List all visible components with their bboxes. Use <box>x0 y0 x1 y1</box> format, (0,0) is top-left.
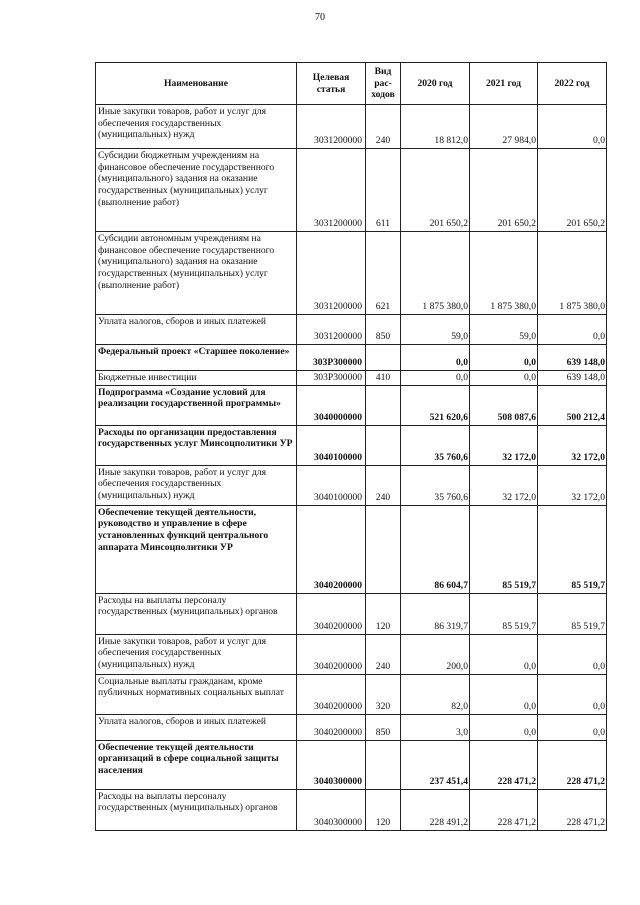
row-2020-cell: 200,0 <box>401 634 470 674</box>
row-target-article-cell: 3040200000 <box>297 505 366 593</box>
row-2020-cell: 201 650,2 <box>401 149 470 232</box>
table-body <box>96 105 607 831</box>
row-target-article-cell: 303Р300000 <box>297 371 366 386</box>
row-2021-cell: 27 984,0 <box>470 105 538 149</box>
row-target-article-cell: 3040200000 <box>297 714 366 740</box>
row-2020-cell: 59,0 <box>401 315 470 345</box>
row-target-article-cell: 303Р300000 <box>297 345 366 371</box>
row-name-cell: Субсидии бюджетным учреждениям на финансовое обеспечение государственного (муниципального) задания на оказание государственных (муниципальных) услуг (выполнение работ) <box>96 149 297 232</box>
row-2020-cell: 35 760,6 <box>401 465 470 505</box>
row-expense-type-cell <box>366 345 401 371</box>
row-2021-cell: 85 519,7 <box>470 505 538 593</box>
row-expense-type-cell: 850 <box>366 714 401 740</box>
header-target-article: Целевая статья <box>297 63 366 105</box>
row-expense-type-cell: 240 <box>366 634 401 674</box>
row-2022-cell: 0,0 <box>538 315 607 345</box>
row-target-article-cell: 3040300000 <box>297 789 366 830</box>
table-row <box>96 149 607 232</box>
table-row <box>96 371 607 386</box>
row-2021-cell: 0,0 <box>470 345 538 371</box>
row-target-article-cell: 3040100000 <box>297 465 366 505</box>
table-row <box>96 505 607 593</box>
row-target-article-cell: 3031200000 <box>297 315 366 345</box>
row-expense-type-cell: 611 <box>366 149 401 232</box>
row-2021-cell: 0,0 <box>470 634 538 674</box>
table-row <box>96 315 607 345</box>
row-target-article-cell: 3040000000 <box>297 385 366 425</box>
row-expense-type-cell <box>366 425 401 465</box>
header-expense-type: Вид рас-ходов <box>366 63 401 105</box>
row-2022-cell: 32 172,0 <box>538 465 607 505</box>
row-name-cell: Уплата налогов, сборов и иных платежей <box>96 714 297 740</box>
header-year-2020: 2020 год <box>401 63 470 105</box>
table-row <box>96 385 607 425</box>
row-name-cell: Расходы по организации предоставления государственных услуг Минсоцполитики УР <box>96 425 297 465</box>
row-2022-cell: 639 148,0 <box>538 345 607 371</box>
table-row <box>96 232 607 315</box>
row-expense-type-cell: 120 <box>366 789 401 830</box>
row-2022-cell: 639 148,0 <box>538 371 607 386</box>
row-2020-cell: 0,0 <box>401 371 470 386</box>
row-name-cell: Иные закупки товаров, работ и услуг для обеспечения государственных (муниципальных) нужд <box>96 465 297 505</box>
row-target-article-cell: 3040200000 <box>297 674 366 714</box>
row-2021-cell: 85 519,7 <box>470 593 538 634</box>
row-target-article-cell: 3040200000 <box>297 593 366 634</box>
row-name-cell: Субсидии автономным учреждениям на финансовое обеспечение государственного (муниципального) задания на оказание государственных (муниципальных) услуг (выполнение работ) <box>96 232 297 315</box>
row-2022-cell: 85 519,7 <box>538 593 607 634</box>
row-2020-cell: 82,0 <box>401 674 470 714</box>
table-row <box>96 593 607 634</box>
table-row <box>96 425 607 465</box>
table-row <box>96 345 607 371</box>
row-expense-type-cell <box>366 740 401 789</box>
row-name-cell: Социальные выплаты гражданам, кроме публичных нормативных социальных выплат <box>96 674 297 714</box>
row-2020-cell: 228 491,2 <box>401 789 470 830</box>
row-2022-cell: 85 519,7 <box>538 505 607 593</box>
row-target-article-cell: 3031200000 <box>297 232 366 315</box>
row-name-cell: Федеральный проект «Старшее поколение» <box>96 345 297 371</box>
row-2020-cell: 0,0 <box>401 345 470 371</box>
row-expense-type-cell: 320 <box>366 674 401 714</box>
row-2020-cell: 3,0 <box>401 714 470 740</box>
table-row <box>96 714 607 740</box>
row-name-cell: Уплата налогов, сборов и иных платежей <box>96 315 297 345</box>
row-name-cell: Иные закупки товаров, работ и услуг для обеспечения государственных (муниципальных) нужд <box>96 105 297 149</box>
row-2022-cell: 0,0 <box>538 674 607 714</box>
row-2020-cell: 237 451,4 <box>401 740 470 789</box>
row-2020-cell: 35 760,6 <box>401 425 470 465</box>
row-2021-cell: 0,0 <box>470 371 538 386</box>
row-2021-cell: 228 471,2 <box>470 789 538 830</box>
row-name-cell: Подпрограмма «Создание условий для реализации государственной программы» <box>96 385 297 425</box>
table-row <box>96 789 607 830</box>
row-name-cell: Расходы на выплаты персоналу государственных (муниципальных) органов <box>96 593 297 634</box>
row-name-cell: Обеспечение текущей деятельности, руководство и управление в сфере установленных функций центрального аппарата Минсоцполитики УР <box>96 505 297 593</box>
table-row <box>96 674 607 714</box>
row-2022-cell: 32 172,0 <box>538 425 607 465</box>
table-header-row <box>96 63 607 105</box>
table-row <box>96 465 607 505</box>
row-name-cell: Расходы на выплаты персоналу государственных (муниципальных) органов <box>96 789 297 830</box>
row-2022-cell: 201 650,2 <box>538 149 607 232</box>
row-target-article-cell: 3040100000 <box>297 425 366 465</box>
row-target-article-cell: 3031200000 <box>297 149 366 232</box>
row-target-article-cell: 3031200000 <box>297 105 366 149</box>
row-2021-cell: 228 471,2 <box>470 740 538 789</box>
page-number: 70 <box>315 12 325 23</box>
row-expense-type-cell: 621 <box>366 232 401 315</box>
row-target-article-cell: 3040200000 <box>297 634 366 674</box>
row-2021-cell: 32 172,0 <box>470 465 538 505</box>
row-expense-type-cell <box>366 385 401 425</box>
row-target-article-cell: 3040300000 <box>297 740 366 789</box>
row-2021-cell: 0,0 <box>470 674 538 714</box>
row-2022-cell: 1 875 380,0 <box>538 232 607 315</box>
row-expense-type-cell: 240 <box>366 105 401 149</box>
row-2020-cell: 86 319,7 <box>401 593 470 634</box>
row-expense-type-cell: 410 <box>366 371 401 386</box>
row-2021-cell: 1 875 380,0 <box>470 232 538 315</box>
row-2021-cell: 0,0 <box>470 714 538 740</box>
row-expense-type-cell: 120 <box>366 593 401 634</box>
table-row <box>96 634 607 674</box>
row-expense-type-cell: 850 <box>366 315 401 345</box>
table-row <box>96 740 607 789</box>
table-row <box>96 105 607 149</box>
row-2020-cell: 18 812,0 <box>401 105 470 149</box>
row-2022-cell: 0,0 <box>538 105 607 149</box>
row-2021-cell: 201 650,2 <box>470 149 538 232</box>
row-2022-cell: 500 212,4 <box>538 385 607 425</box>
header-year-2022: 2022 год <box>538 63 607 105</box>
row-2022-cell: 0,0 <box>538 634 607 674</box>
row-2021-cell: 32 172,0 <box>470 425 538 465</box>
row-2022-cell: 228 471,2 <box>538 789 607 830</box>
row-2022-cell: 228 471,2 <box>538 740 607 789</box>
row-name-cell: Бюджетные инвестиции <box>96 371 297 386</box>
row-2020-cell: 1 875 380,0 <box>401 232 470 315</box>
row-2020-cell: 86 604,7 <box>401 505 470 593</box>
header-year-2021: 2021 год <box>470 63 538 105</box>
row-2021-cell: 508 087,6 <box>470 385 538 425</box>
row-expense-type-cell <box>366 505 401 593</box>
row-name-cell: Иные закупки товаров, работ и услуг для обеспечения государственных (муниципальных) нужд <box>96 634 297 674</box>
row-name-cell: Обеспечение текущей деятельности организаций в сфере социальной защиты населения <box>96 740 297 789</box>
row-2021-cell: 59,0 <box>470 315 538 345</box>
header-name: Наименование <box>96 63 297 105</box>
row-expense-type-cell: 240 <box>366 465 401 505</box>
row-2022-cell: 0,0 <box>538 714 607 740</box>
budget-table <box>95 62 607 831</box>
row-2020-cell: 521 620,6 <box>401 385 470 425</box>
